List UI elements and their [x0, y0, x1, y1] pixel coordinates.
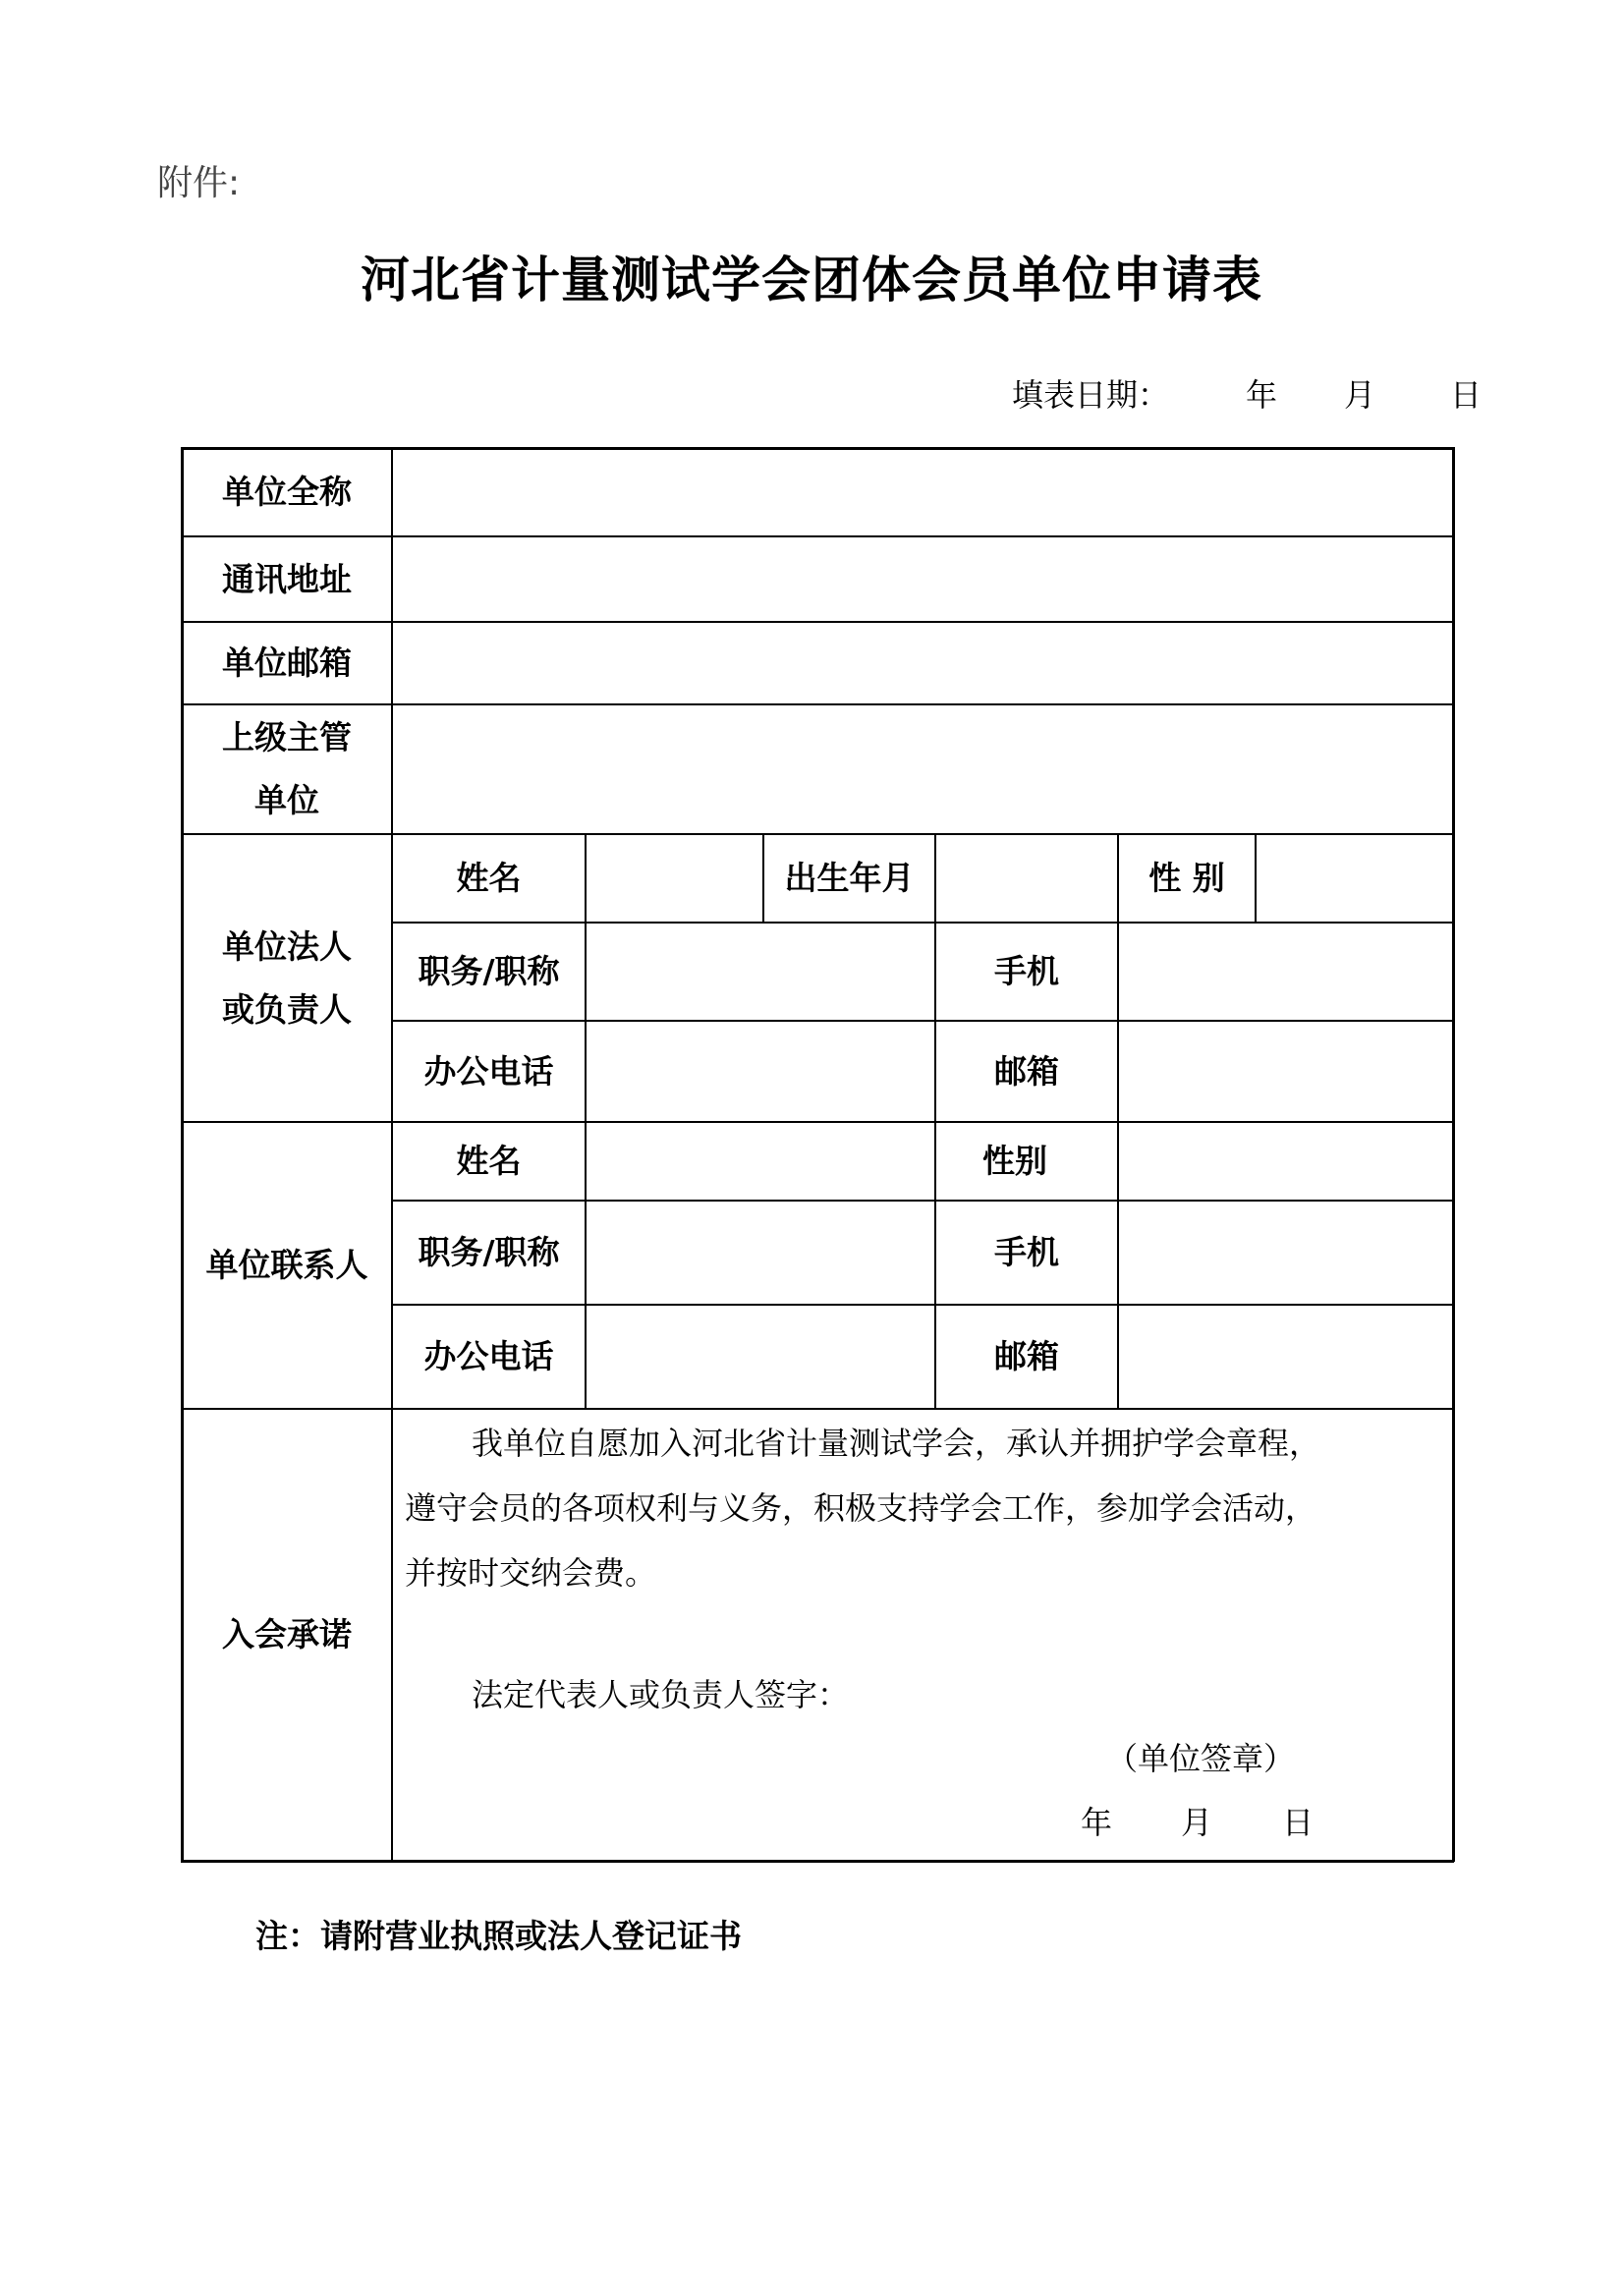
- label-supervisor-line1: 上级主管: [222, 718, 352, 756]
- fill-date-month: 月: [1344, 376, 1376, 414]
- fill-date-year: 年: [1246, 376, 1278, 414]
- label-address: 通讯地址: [222, 559, 352, 598]
- label-contact-title: 职务/职称: [418, 1233, 560, 1271]
- label-unit-email: 单位邮箱: [222, 644, 352, 682]
- signature-label: 法定代表人或负责人签字：: [472, 1676, 850, 1713]
- pledge-text: [405, 1411, 1446, 1605]
- sign-date-day: 日: [1282, 1804, 1315, 1841]
- input-supervisor[interactable]: [393, 705, 1452, 833]
- label-contact-name: 姓名: [456, 1142, 522, 1180]
- attachment-label: 附件:: [157, 163, 241, 203]
- label-unit-full-name: 单位全称: [222, 473, 352, 511]
- fill-date-day: 日: [1450, 376, 1483, 414]
- input-contact-title[interactable]: [587, 1202, 934, 1304]
- pledge-line-3: 并按时交纳会费。: [405, 1554, 657, 1592]
- label-legal-office-phone: 办公电话: [423, 1051, 554, 1091]
- input-contact-office-phone[interactable]: [587, 1306, 934, 1408]
- input-unit-full-name[interactable]: [393, 450, 1452, 535]
- input-legal-name[interactable]: [587, 835, 762, 922]
- label-legal-mobile: 手机: [994, 952, 1059, 990]
- input-legal-birth[interactable]: [936, 835, 1117, 922]
- input-legal-title[interactable]: [587, 924, 934, 1020]
- input-address[interactable]: [393, 537, 1452, 621]
- sign-date-month: 月: [1181, 1804, 1213, 1841]
- label-legal-email: 邮箱: [994, 1051, 1059, 1091]
- input-legal-mobile[interactable]: [1119, 924, 1452, 1020]
- label-legal-title: 职务/职称: [418, 952, 560, 990]
- label-contact: 单位联系人: [205, 1246, 368, 1284]
- label-contact-mobile: 手机: [994, 1233, 1059, 1271]
- input-legal-office-phone[interactable]: [587, 1022, 934, 1121]
- label-legal-birth: 出生年月: [784, 859, 915, 897]
- input-legal-email[interactable]: [1119, 1022, 1452, 1121]
- input-contact-gender[interactable]: [1119, 1123, 1452, 1200]
- label-legal-name: 姓名: [456, 859, 522, 897]
- fill-date: [1012, 370, 1483, 414]
- sign-date-year: 年: [1081, 1804, 1113, 1841]
- label-supervisor-line2: 单位: [254, 781, 319, 819]
- pledge-line-2: 遵守会员的各项权利与义务，积极支持学会工作，参加学会活动，: [405, 1489, 1317, 1527]
- seal-label: （单位签章）: [1106, 1740, 1296, 1777]
- pledge-line-1: 我单位自愿加入河北省计量测试学会，承认并拥护学会章程，: [472, 1425, 1321, 1462]
- label-legal-gender: 性 别: [1148, 859, 1225, 897]
- label-legal-rep: 单位法人 或负责人: [222, 926, 352, 1029]
- form-title: 河北省计量测试学会团体会员单位申请表: [361, 252, 1262, 308]
- input-contact-name[interactable]: [587, 1123, 934, 1200]
- input-contact-email[interactable]: [1119, 1306, 1452, 1408]
- label-contact-office-phone: 办公电话: [423, 1337, 554, 1375]
- table-border: [181, 1860, 1454, 1863]
- footnote: 注：请附营业执照或法人登记证书: [255, 1917, 742, 1955]
- label-contact-email: 邮箱: [994, 1337, 1059, 1375]
- label-supervisor: [183, 705, 391, 833]
- input-unit-email[interactable]: [393, 623, 1452, 703]
- table-border: [1452, 447, 1455, 1862]
- fill-date-label: 填表日期：: [1012, 376, 1170, 414]
- label-contact-gender: 性别: [982, 1142, 1047, 1180]
- label-pledge: 入会承诺: [222, 1615, 352, 1653]
- input-legal-gender[interactable]: [1257, 835, 1452, 922]
- sign-date: [1081, 1798, 1316, 1841]
- input-contact-mobile[interactable]: [1119, 1202, 1452, 1304]
